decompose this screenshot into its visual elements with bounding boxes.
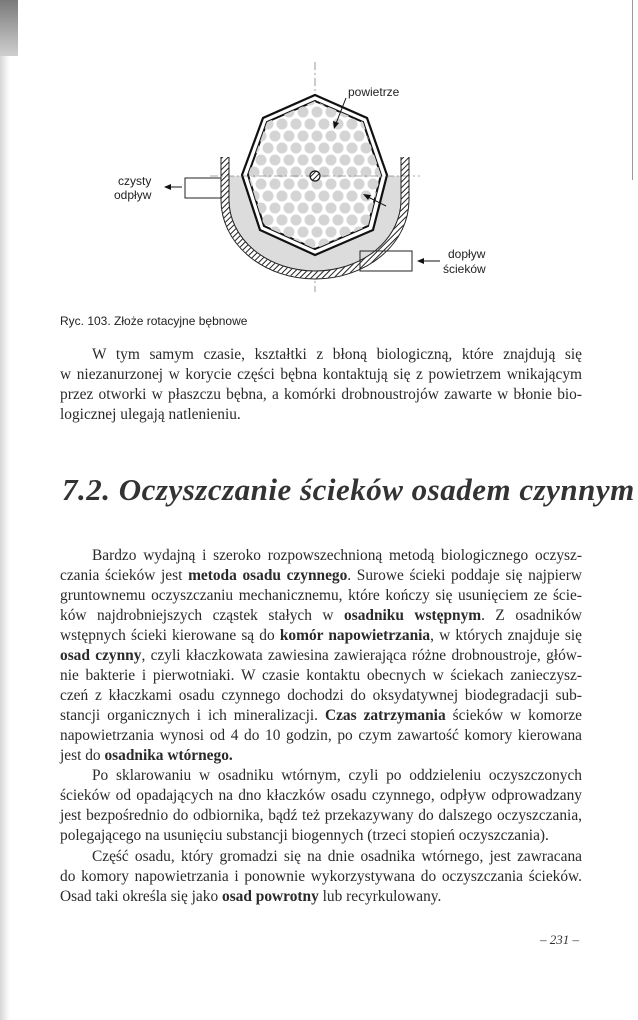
carrier-element xyxy=(319,215,330,226)
carrier-element xyxy=(298,131,309,142)
carrier-element xyxy=(305,143,316,154)
carrier-element xyxy=(263,143,274,154)
paragraph xyxy=(60,766,582,846)
text-run: do komory napowietrzania i ponownie wykorzystywana do oczyszczania ścieków. xyxy=(60,868,582,885)
carrier-element xyxy=(312,203,323,214)
figure-caption: Ryc. 103. Złoże rotacyjne bębnowe xyxy=(60,314,248,328)
text-line xyxy=(60,766,582,786)
text-run: . Surowe ścieki poddaje się najpierw xyxy=(347,567,582,584)
carrier-element xyxy=(340,179,351,190)
text-run: , w których znajduje się xyxy=(430,627,582,644)
carrier-element xyxy=(326,155,337,166)
carrier-element xyxy=(270,155,281,166)
text-run: nie bakterie i pierwotniaki. W czasie kontaktu obecnych w ściekach zanieczysz- xyxy=(60,667,582,684)
text-line xyxy=(60,867,582,887)
carrier-element xyxy=(326,179,337,190)
carrier-element xyxy=(347,215,358,226)
label-clean-outflow: czysty xyxy=(118,174,152,188)
carrier-element xyxy=(347,119,358,130)
text-run: , czyli kłaczkowata zawiesina zawierająca różne drobnoustroje, głów- xyxy=(141,647,582,664)
carrier-element xyxy=(249,119,260,130)
carrier-element xyxy=(333,215,344,226)
carrier-element xyxy=(256,107,267,118)
text-line xyxy=(60,887,582,907)
carrier-element xyxy=(354,131,365,142)
text-run: czeń z kłaczkami osadu czynnego dochodzi do oksydatywnej biodegradacji sub- xyxy=(60,687,582,704)
carrier-element xyxy=(298,179,309,190)
carrier-element xyxy=(277,143,288,154)
text-run: jest bezpośrednio do odbiornika, bądź też przekazywany do dalszego oczyszczania, xyxy=(60,807,582,824)
text-line xyxy=(60,646,582,666)
text-line xyxy=(60,405,582,425)
label-clean-outflow: odpływ xyxy=(114,188,152,202)
carrier-element xyxy=(382,131,393,142)
text-run: ków najdrobniejszych cząstek stałych w xyxy=(60,607,345,624)
text-line xyxy=(60,606,582,626)
page-number: – 231 – xyxy=(540,932,579,947)
carrier-element xyxy=(305,119,316,130)
bold-term: metoda osadu czynnego xyxy=(188,567,348,584)
carrier-element xyxy=(256,155,267,166)
carrier-element xyxy=(354,203,365,214)
paragraph xyxy=(60,546,582,766)
carrier-element xyxy=(256,179,267,190)
text-line xyxy=(60,826,582,846)
carrier-element xyxy=(298,107,309,118)
carrier-element xyxy=(312,227,323,238)
carrier-element xyxy=(375,119,386,130)
text-run: Część osadu, który gromadzi się na dnie osadnika wtórnego, jest zawracana xyxy=(92,848,582,865)
carrier-element xyxy=(396,251,407,262)
text-run: stancji organicznych i ich mineralizacji. xyxy=(60,707,325,724)
carrier-element xyxy=(277,95,288,106)
text-run: Osad taki określa się jako xyxy=(60,888,222,905)
carrier-element xyxy=(389,119,400,130)
text-run: w niezanurzonej w korycie części bębna kontaktują się z powietrzem wnikającym xyxy=(60,366,582,383)
text-line xyxy=(60,365,582,385)
carrier-element xyxy=(291,215,302,226)
carrier-element xyxy=(291,119,302,130)
text-run: polegającego na usunięciu substancji biogennych (trzeci stopień oczyszczania). xyxy=(60,827,549,844)
arrow-icon xyxy=(164,184,182,190)
carrier-element xyxy=(284,203,295,214)
text-line xyxy=(60,686,582,706)
carrier-element xyxy=(333,143,344,154)
bold-term: osad powrotny xyxy=(222,888,319,905)
carrier-element xyxy=(298,203,309,214)
carrier-element xyxy=(389,143,400,154)
carrier-element xyxy=(340,203,351,214)
bold-term: osad czynny xyxy=(60,647,142,664)
text-run: . Z osadników xyxy=(481,607,583,624)
text-run: gruntownemu oczyszczaniu mechanicznemu, które kończy się usunięciem ze ście- xyxy=(60,587,582,604)
carrier-element xyxy=(277,191,288,202)
carrier-element xyxy=(235,119,246,130)
carrier-element xyxy=(368,107,379,118)
text-line xyxy=(60,847,582,867)
bold-term: osadnika wtórnego. xyxy=(104,747,233,764)
carrier-element xyxy=(340,131,351,142)
text-run: wstępnych ścieki kierowane są do xyxy=(60,627,280,644)
drum-biofilter-diagram xyxy=(0,0,638,310)
label-inflow: dopływ xyxy=(448,247,486,261)
carrier-element xyxy=(277,119,288,130)
arrow-icon xyxy=(417,258,440,264)
carrier-element xyxy=(263,95,274,106)
text-line xyxy=(60,786,582,806)
carrier-element xyxy=(270,203,281,214)
text-line xyxy=(60,706,582,726)
carrier-element xyxy=(235,95,246,106)
carrier-element xyxy=(326,131,337,142)
carrier-element xyxy=(340,155,351,166)
text-line xyxy=(60,345,582,365)
carrier-element xyxy=(291,191,302,202)
text-run: ścieków od opadających na dno kłaczków osadu czynnego, odpływ odprowadzany xyxy=(60,787,582,804)
carrier-element xyxy=(347,143,358,154)
carrier-element xyxy=(249,95,260,106)
carrier-element xyxy=(396,107,407,118)
text-line xyxy=(60,726,582,746)
carrier-element xyxy=(361,143,372,154)
clean-outflow-pipe xyxy=(185,178,221,198)
carrier-element xyxy=(235,143,246,154)
text-run: czania ścieków jest xyxy=(60,567,189,584)
text-run: przez otworki w płaszczu bębna, a komórki drobnoustrojów zawarte w błonie bio- xyxy=(60,386,582,403)
text-run: W tym samym czasie, kształtki z błoną biologiczną, które znajdują się xyxy=(92,346,582,363)
carrier-element xyxy=(333,191,344,202)
shaft xyxy=(310,171,320,181)
text-line xyxy=(60,586,582,606)
text-run: napowietrzania wynosi od 4 do 10 godzin, po czym zawartość komory kierowana xyxy=(60,727,582,744)
text-run: jest do xyxy=(60,747,105,764)
carrier-element xyxy=(242,107,253,118)
carrier-element xyxy=(368,179,379,190)
text-line xyxy=(60,385,582,405)
text-run: ścieków w komorze xyxy=(445,707,582,724)
text-run: Po sklarowaniu w osadniku wtórnym, czyli po oddzieleniu oczyszczonych xyxy=(92,767,582,784)
carrier-element xyxy=(312,155,323,166)
text-line xyxy=(60,666,582,686)
text-line xyxy=(60,566,582,586)
carrier-element xyxy=(305,191,316,202)
carrier-element xyxy=(312,131,323,142)
carrier-element xyxy=(326,203,337,214)
carrier-element xyxy=(396,131,407,142)
carrier-element xyxy=(284,131,295,142)
carrier-element xyxy=(263,191,274,202)
carrier-element xyxy=(284,155,295,166)
carrier-element xyxy=(263,215,274,226)
text-line xyxy=(60,546,582,566)
paragraph xyxy=(60,345,582,425)
carrier-element xyxy=(312,107,323,118)
bold-term: Czas zatrzymania xyxy=(324,707,446,724)
text-line xyxy=(60,746,582,766)
label-inflow: ścieków xyxy=(443,262,486,276)
section-heading: 7.2. Oczyszczanie ścieków osadem czynnym xyxy=(62,472,635,507)
carrier-element xyxy=(347,191,358,202)
carrier-element xyxy=(291,143,302,154)
carrier-element xyxy=(319,119,330,130)
carrier-element xyxy=(305,215,316,226)
carrier-element xyxy=(277,215,288,226)
text-line xyxy=(60,626,582,646)
carrier-element xyxy=(284,179,295,190)
bold-term: komór napowietrzania xyxy=(279,627,431,644)
text-run: Bardzo wydajną i szeroko rozpowszechnioną metodą biologicznego oczysz- xyxy=(92,547,582,564)
carrier-element xyxy=(270,131,281,142)
carrier-element xyxy=(326,227,337,238)
text-run: lub recyrkulowany. xyxy=(318,888,442,905)
carrier-element xyxy=(319,191,330,202)
carrier-element xyxy=(354,179,365,190)
bold-term: osadniku wstępnym xyxy=(344,607,482,624)
carrier-element xyxy=(319,143,330,154)
carrier-element xyxy=(242,131,253,142)
carrier-element xyxy=(270,179,281,190)
carrier-element xyxy=(298,227,309,238)
paragraph xyxy=(60,847,582,907)
carrier-element xyxy=(298,155,309,166)
carrier-element xyxy=(354,155,365,166)
text-line xyxy=(60,806,582,826)
carrier-element xyxy=(382,107,393,118)
label-air: powietrze xyxy=(348,85,400,99)
text-run: logicznej ulegają natlenieniu. xyxy=(60,406,241,423)
